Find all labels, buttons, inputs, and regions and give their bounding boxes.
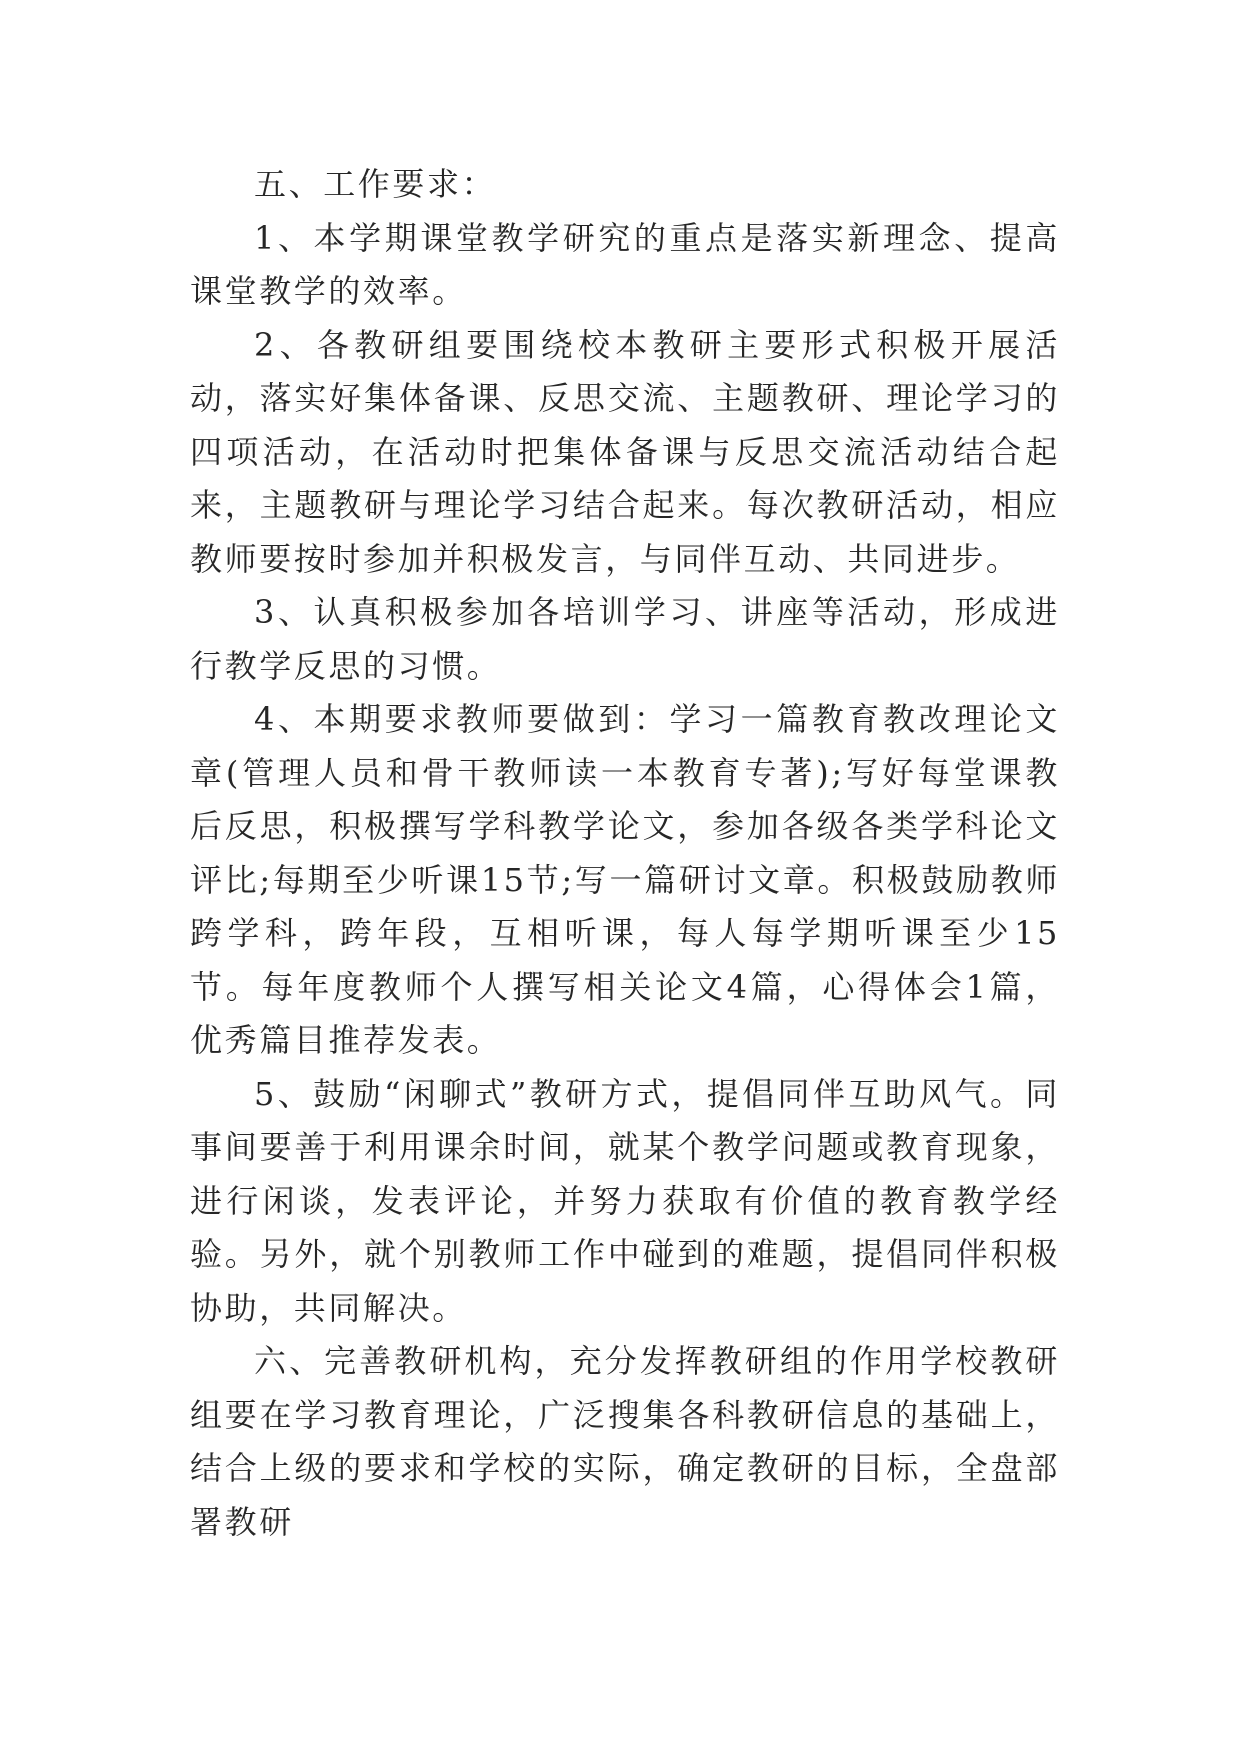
paragraph-item-2: 2、各教研组要围绕校本教研主要形式积极开展活动，落实好集体备课、反思交流、主题教研、理论学习的四项活动，在活动时把集体备课与反思交流活动结合起来，主题教研与理论学习结合起来。每次教研活动，相应教师要按时参加并积极发言，与同伴互动、共同进步。 — [190, 325, 1060, 578]
paragraph-item-1: 1、本学期课堂教学研究的重点是落实新理念、提高课堂教学的效率。 — [190, 218, 1060, 310]
paragraph-item-3: 3、认真积极参加各培训学习、讲座等活动，形成进行教学反思的习惯。 — [190, 593, 1060, 685]
paragraph-section-five-heading: 五、工作要求： — [254, 165, 497, 203]
document-body — [190, 158, 1060, 1549]
paragraph-item-4: 4、本期要求教师要做到：学习一篇教育教改理论文章(管理人员和骨干教师读一本教育专著);写好每堂课教后反思，积极撰写学科教学论文，参加各级各类学科论文评比;每期至少听课15节;写一篇研讨文章。积极鼓励教师跨学科，跨年段，互相听课，每人每学期听课至少15节。每年度教师个人撰写相关论文4篇，心得体会1篇，优秀篇目推荐发表。 — [190, 700, 1060, 1059]
paragraph-section-six: 六、完善教研机构，充分发挥教研组的作用学校教研组要在学习教育理论，广泛搜集各科教研信息的基础上，结合上级的要求和学校的实际，确定教研的目标，全盘部署教研 — [190, 1342, 1060, 1541]
paragraph-item-5: 5、鼓励“闲聊式”教研方式，提倡同伴互助风气。同事间要善于利用课余时间，就某个教学问题或教育现象，进行闲谈，发表评论，并努力获取有价值的教育教学经验。另外，就个别教师工作中碰到的难题，提倡同伴积极协助，共同解决。 — [190, 1074, 1060, 1327]
